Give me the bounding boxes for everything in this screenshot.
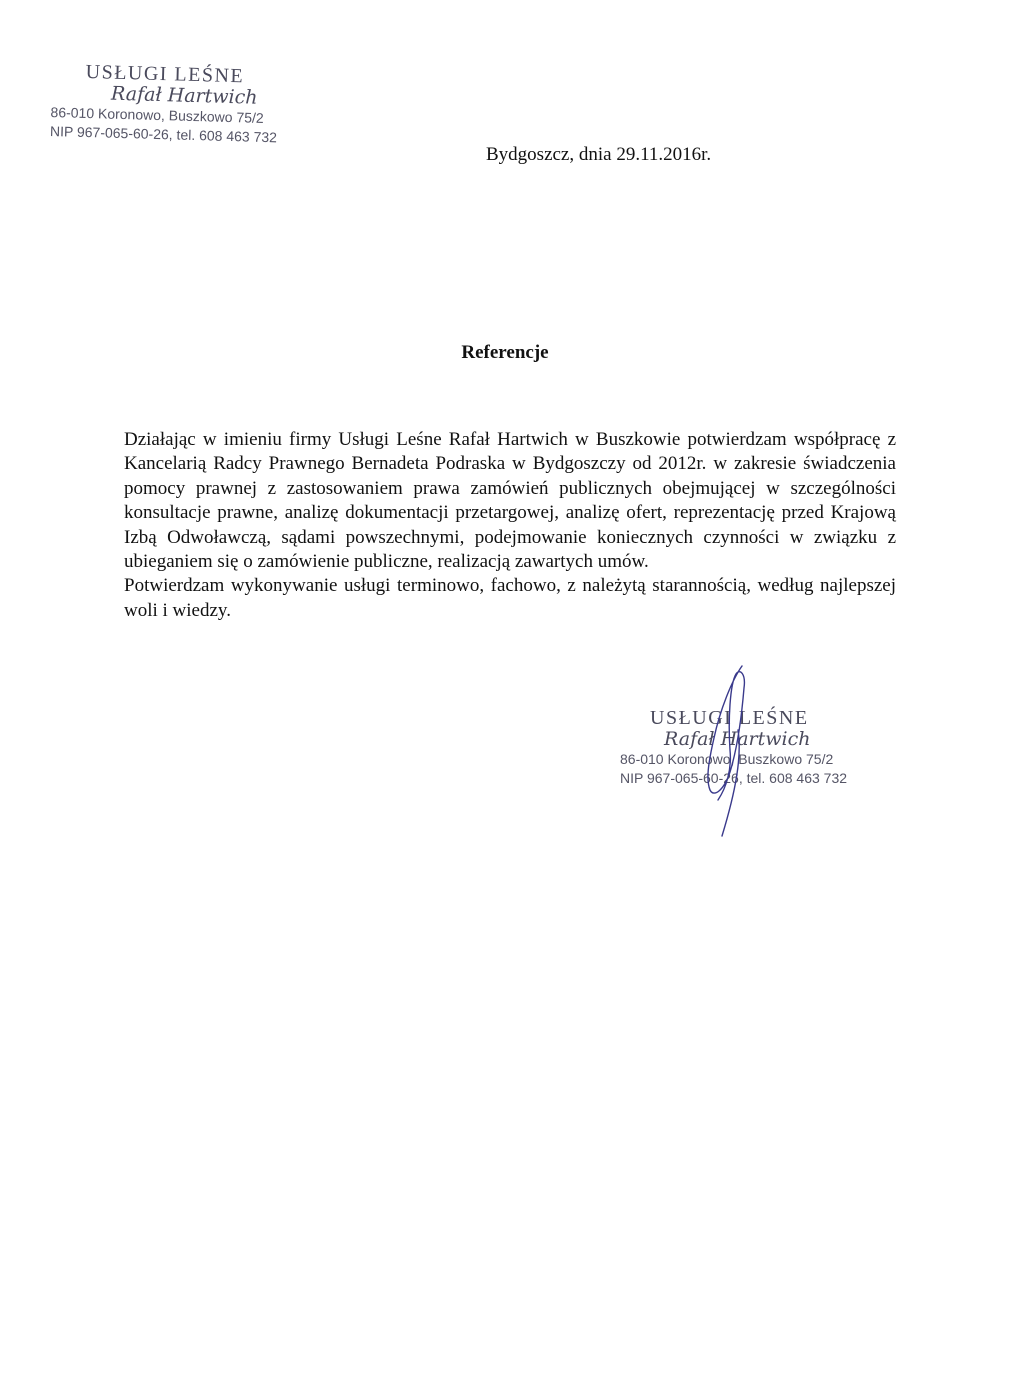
stamp-address: 86-010 Koronowo, Buszkowo 75/2	[620, 751, 834, 767]
stamp-owner-name: Rafał Hartwich	[110, 82, 258, 109]
date-line: Bydgoszcz, dnia 29.11.2016r.	[486, 144, 712, 165]
letter-body	[124, 428, 896, 623]
document-title: Referencje	[461, 342, 549, 363]
stamp-owner-name: Rafał Hartwich	[664, 728, 811, 750]
company-stamp-bottom	[620, 707, 847, 788]
stamp-address: 86-010 Koronowo, Buszkowo 75/2	[50, 103, 264, 126]
stamp-nip-phone: NIP 967-065-60-26, tel. 608 463 732	[49, 122, 278, 146]
stamp-company-name: USŁUGI LEŚNE	[650, 707, 809, 729]
stamp-company-name: USŁUGI LEŚNE	[85, 60, 245, 88]
body-paragraph-1: Działając w imieniu firmy Usługi Leśne Rafał Hartwich w Buszkowie potwierdzam współpracę z Kancelarią Radcy Prawnego Bernadeta Podraska w Bydgoszczy od 2012r. w zakresie świadczenia pomocy prawnej z zastosowaniem prawa zamówień publicznych obejmującej w szczególności konsultacje prawne, analizę dokumentacji przetargowej, analizę ofert, reprezentację przed Krajową Izbą Odwoławczą, sądami powszechnymi, podejmowanie koniecznych czynności w związku z ubieganiem się o zamówienie publiczne, realizacją zawartych umów.	[124, 429, 896, 573]
body-paragraph-2: Potwierdzam wykonywanie usługi terminowo, fachowo, z należytą starannością, według najlepszej woli i wiedzy.	[124, 575, 896, 621]
company-stamp-top	[50, 60, 279, 147]
stamp-nip-phone: NIP 967-065-60-26, tel. 608 463 732	[620, 770, 848, 786]
